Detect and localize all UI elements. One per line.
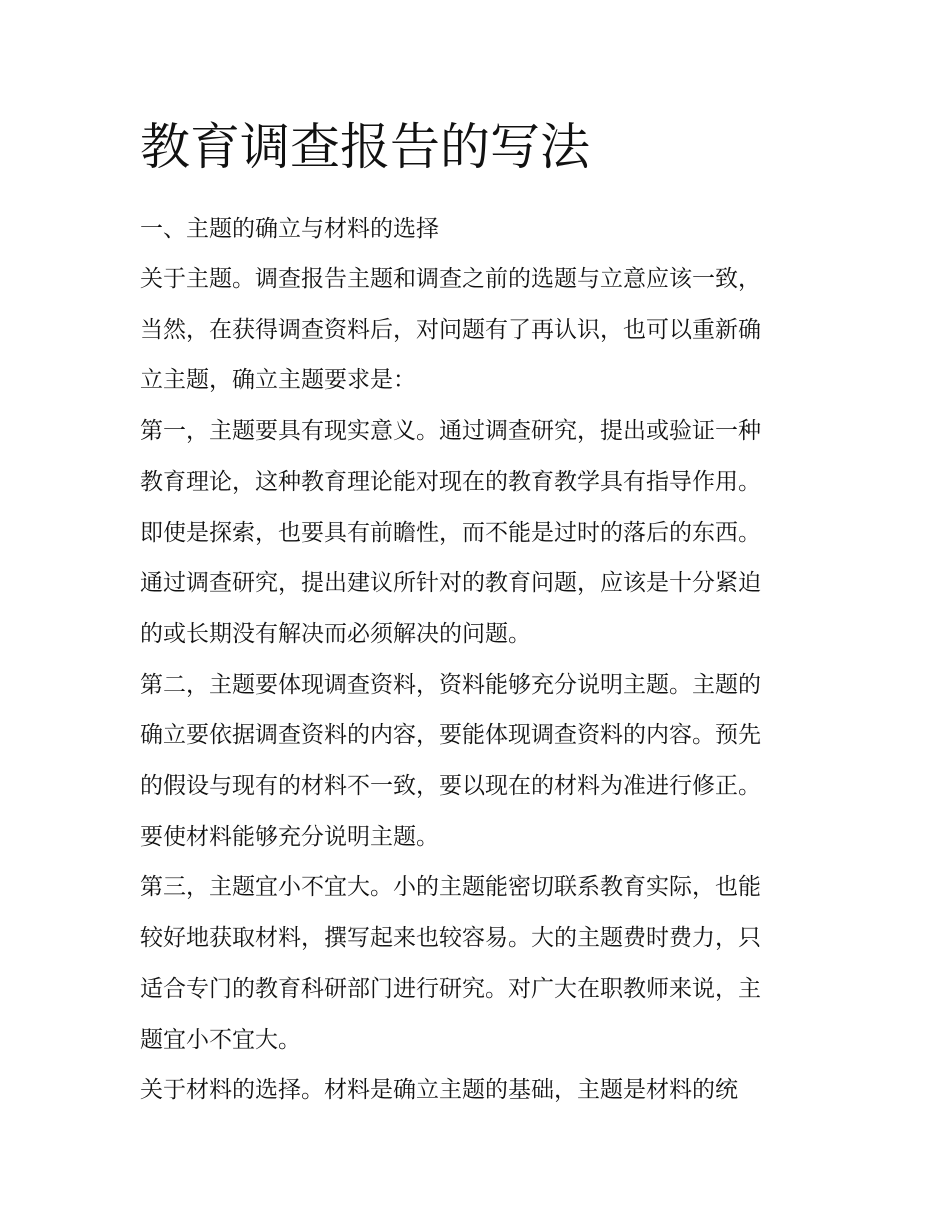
text-line: 第二，主题要体现调查资料，资料能够充分说明主题。主题的	[140, 671, 761, 698]
text-line: 的或长期没有解决而必须解决的问题。	[140, 620, 531, 647]
text-line: 适合专门的教育科研部门进行研究。对广大在职教师来说，主	[140, 975, 761, 1002]
text-line: 当然，在获得调查资料后，对问题有了再认识，也可以重新确	[140, 316, 761, 343]
text-line: 第一，主题要具有现实意义。通过调查研究，提出或验证一种	[140, 418, 761, 445]
text-line: 通过调查研究，提出建议所针对的教育问题，应该是十分紧迫	[140, 570, 761, 597]
text-line: 即使是探索，也要具有前瞻性，而不能是过时的落后的东西。	[140, 519, 761, 546]
text-line: 较好地获取材料，撰写起来也较容易。大的主题费时费力，只	[140, 925, 761, 952]
paragraph-material-selection	[140, 1065, 820, 1116]
text-line: 关于材料的选择。材料是确立主题的基础，主题是材料的统	[140, 1077, 738, 1104]
text-line: 立主题，确立主题要求是：	[140, 367, 416, 394]
text-line: 要使材料能够充分说明主题。	[140, 823, 439, 850]
section-heading: 一、主题的确立与材料的选择	[140, 216, 439, 242]
text-line: 题宜小不宜大。	[140, 1026, 301, 1053]
paragraph-point-three	[140, 862, 820, 1065]
paragraph-theme-intro	[140, 254, 820, 406]
text-line: 确立要依据调查资料的内容，要能体现调查资料的内容。预先	[140, 722, 761, 749]
document-body	[140, 112, 820, 1116]
text-line: 第三，主题宜小不宜大。小的主题能密切联系教育实际，也能	[140, 874, 761, 901]
text-line: 教育理论，这种教育理论能对现在的教育教学具有指导作用。	[140, 468, 761, 495]
document-title: 教育调查报告的写法	[140, 118, 590, 176]
paragraph-point-two	[140, 660, 820, 863]
text-line: 的假设与现有的材料不一致，要以现在的材料为准进行修正。	[140, 773, 761, 800]
paragraph-point-one	[140, 406, 820, 660]
text-line: 关于主题。调查报告主题和调查之前的选题与立意应该一致，	[140, 266, 761, 292]
